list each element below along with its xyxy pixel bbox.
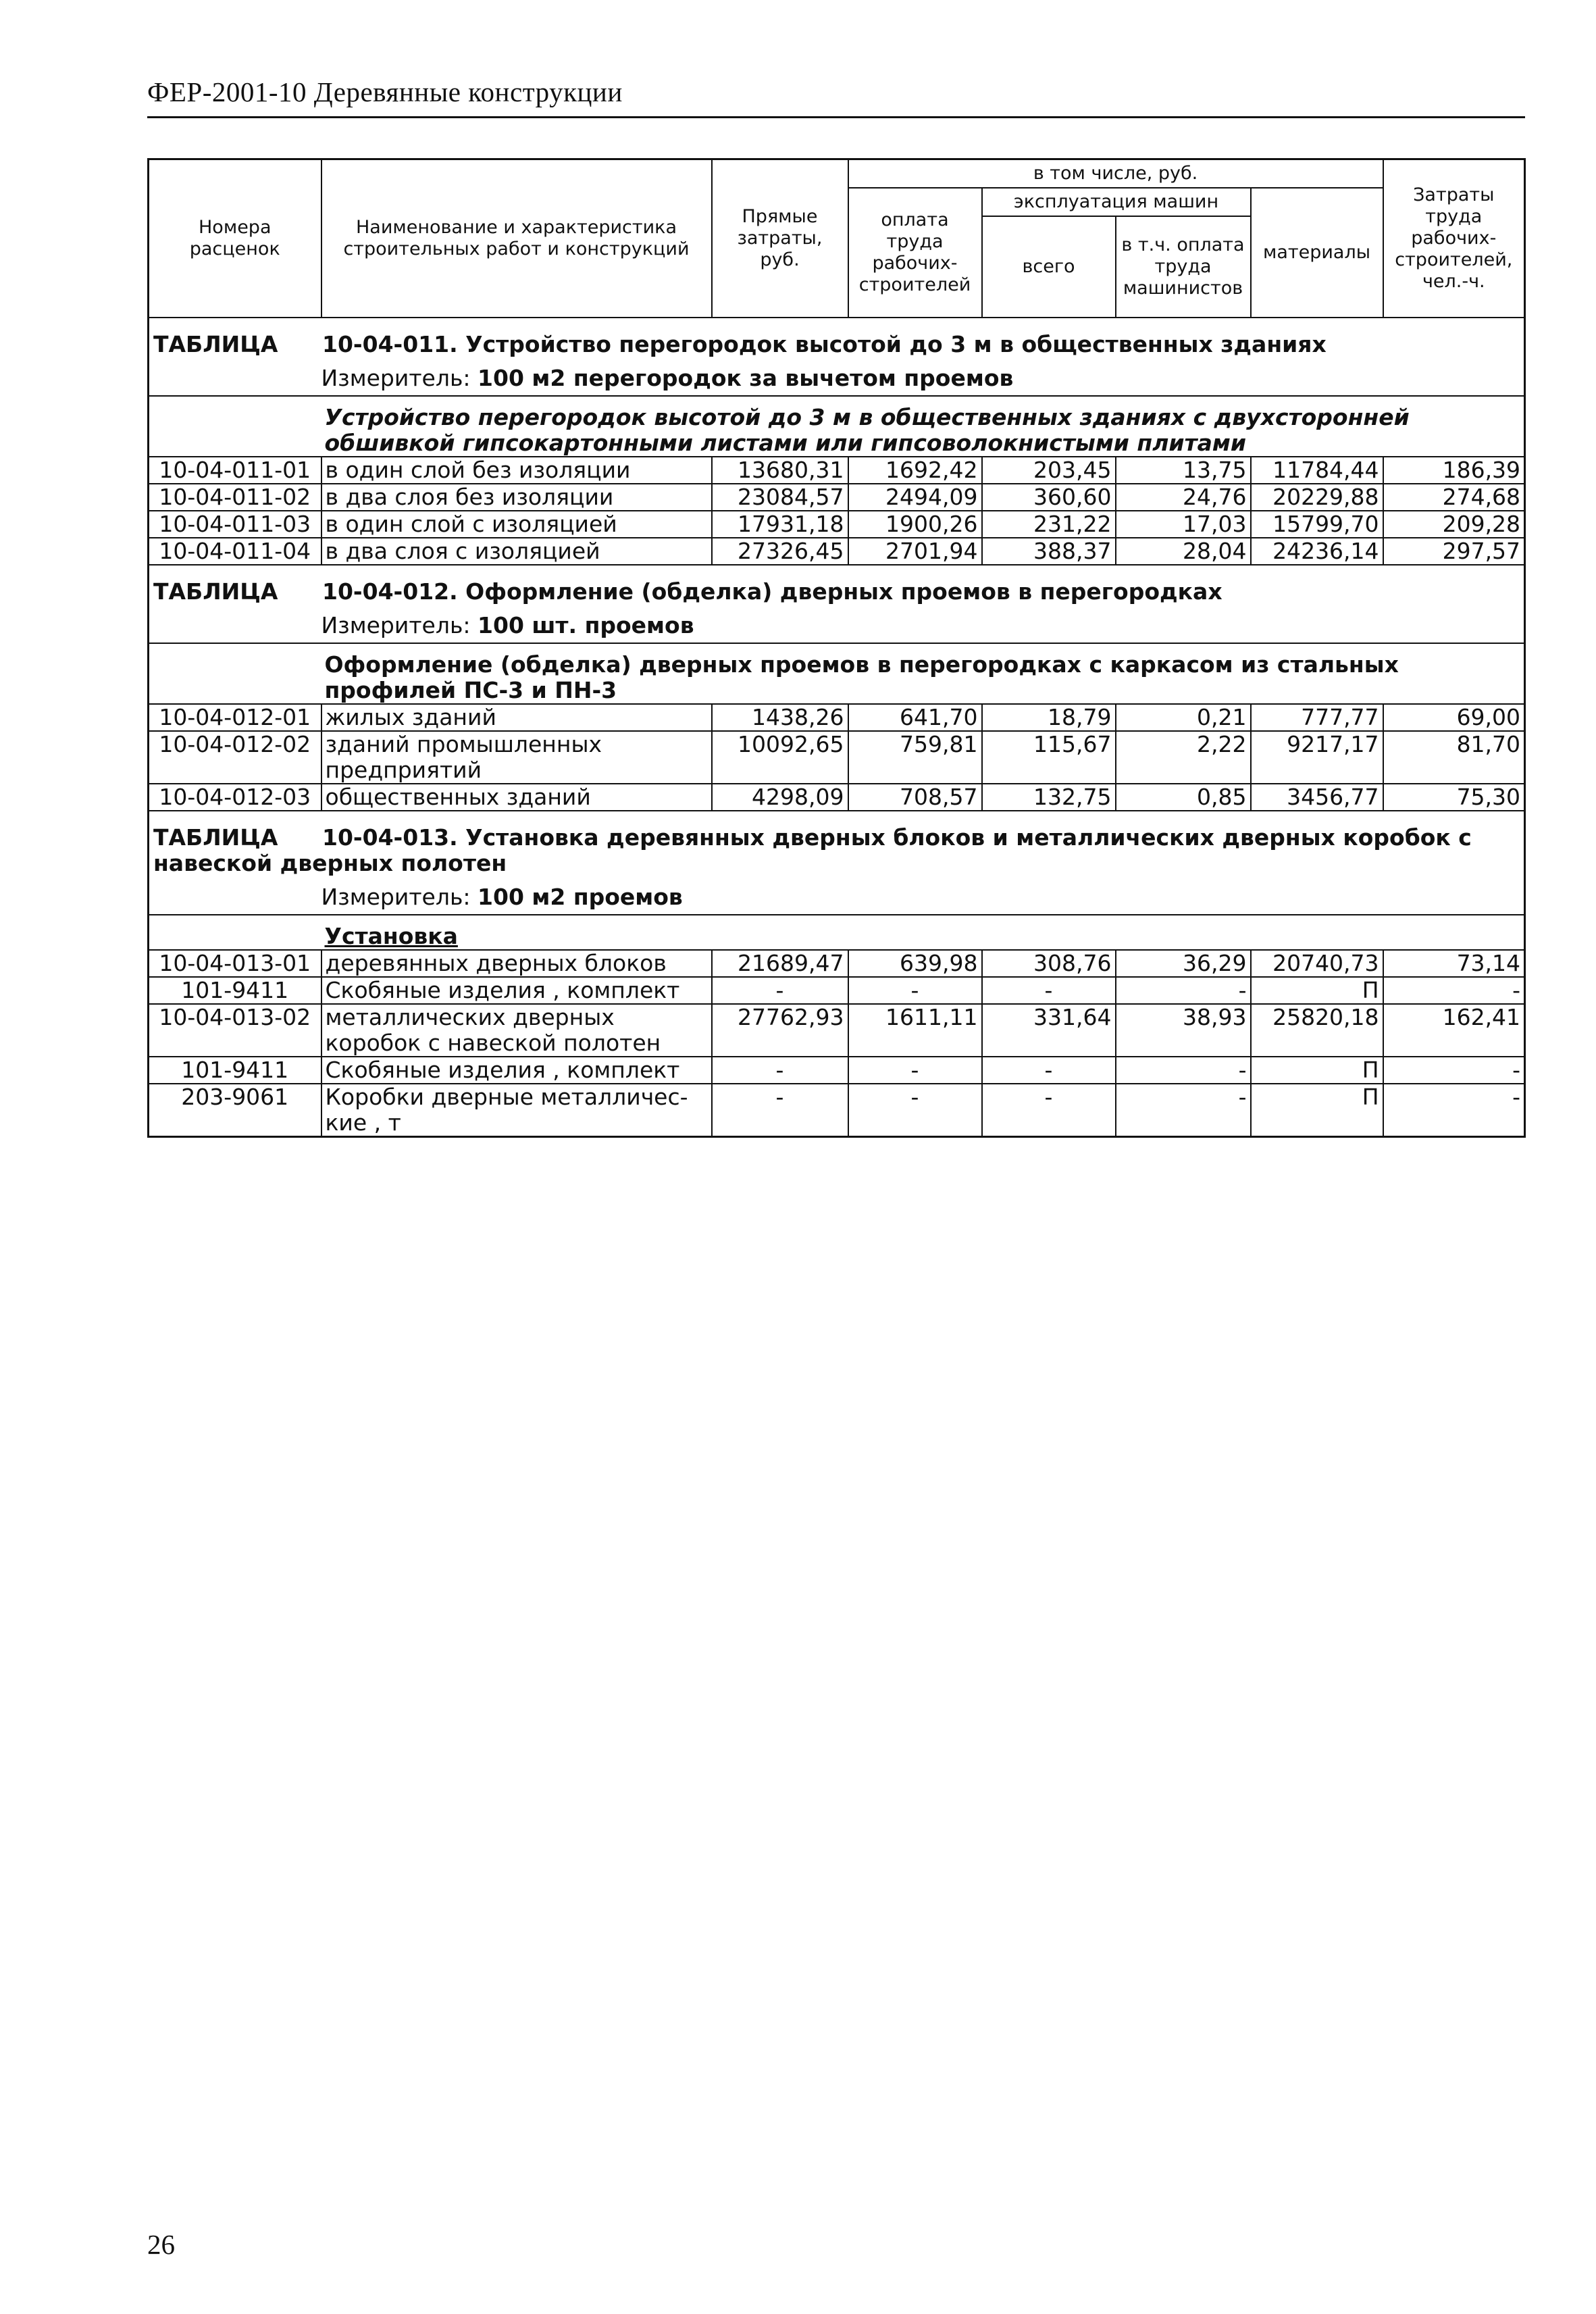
unit-value: 100 м2 перегородок за вычетом проемов [478, 364, 1014, 391]
materials-cost: П [1251, 1057, 1383, 1084]
section-heading: Оформление (обделка) дверных проемов в перегородках с каркасом из стальных профилей ПС-3 и ПН-3 [321, 643, 1525, 704]
table-row [149, 457, 1525, 484]
labor-hours: 162,41 [1383, 1004, 1525, 1057]
unit-value: 100 м2 проемов [478, 883, 683, 910]
work-name: деревянных дверных блоков [321, 950, 712, 977]
direct-cost: - [712, 977, 848, 1004]
materials-cost: 11784,44 [1251, 457, 1383, 484]
table-row [149, 1084, 1525, 1137]
rate-code: 10-04-011-01 [149, 457, 321, 484]
direct-cost: 1438,26 [712, 704, 848, 731]
work-name: в два слоя с изоляцией [321, 538, 712, 565]
unit-label: Измеритель: [321, 883, 471, 910]
rate-code: 10-04-013-02 [149, 1004, 321, 1057]
col-incl: в том числе, руб. [848, 159, 1383, 188]
machinists-pay: 0,85 [1116, 784, 1251, 811]
machines-total: 388,37 [982, 538, 1116, 565]
col-machines: эксплуатация машин [982, 188, 1251, 216]
section-heading: Устройство перегородок высотой до 3 м в общественных зданиях с двухсторонней обшивкой гипсокартонными листами или гипсоволокнистыми плитами [321, 396, 1525, 457]
labor-pay: - [848, 1057, 982, 1084]
table-row [149, 1004, 1525, 1057]
machinists-pay: 28,04 [1116, 538, 1251, 565]
unit-label: Измеритель: [321, 364, 471, 391]
direct-cost: 23084,57 [712, 484, 848, 511]
table-row [149, 511, 1525, 538]
resource-code: 101-9411 [149, 1057, 321, 1084]
col-labor-pay: оплата труда рабочих-строителей [848, 188, 982, 318]
machines-total: - [982, 1057, 1116, 1084]
resource-name: Коробки дверные металличес-кие , т [321, 1084, 712, 1137]
rate-code: 10-04-011-03 [149, 511, 321, 538]
machines-total: 231,22 [982, 511, 1116, 538]
col-labor-unit: чел.-ч. [1422, 270, 1485, 292]
labor-hours: 75,30 [1383, 784, 1525, 811]
machinists-pay: 24,76 [1116, 484, 1251, 511]
machinists-pay: 36,29 [1116, 950, 1251, 977]
work-name: в один слой с изоляцией [321, 511, 712, 538]
resource-code: 101-9411 [149, 977, 321, 1004]
table-row [149, 1057, 1525, 1084]
col-materials: материалы [1251, 188, 1383, 318]
rate-code: 10-04-012-02 [149, 731, 321, 784]
work-name: жилых зданий [321, 704, 712, 731]
materials-cost: 3456,77 [1251, 784, 1383, 811]
direct-cost: 27326,45 [712, 538, 848, 565]
table-row [149, 950, 1525, 977]
col-name: Наименование и характеристика строительных работ и конструкций [321, 159, 712, 318]
column-header [149, 159, 1525, 318]
table-label: ТАБЛИЦА [153, 824, 278, 851]
labor-hours: 69,00 [1383, 704, 1525, 731]
machines-total: 203,45 [982, 457, 1116, 484]
machinists-pay: 13,75 [1116, 457, 1251, 484]
labor-pay: 759,81 [848, 731, 982, 784]
col-labor-cost [1383, 159, 1525, 318]
running-head: ФЕР-2001-10 Деревянные конструкции [147, 76, 623, 107]
col-codes: Номера расценок [149, 159, 321, 318]
machines-total: 308,76 [982, 950, 1116, 977]
labor-pay: 2494,09 [848, 484, 982, 511]
table-row [149, 977, 1525, 1004]
table-title [149, 565, 1525, 609]
labor-hours: 186,39 [1383, 457, 1525, 484]
labor-pay: 708,57 [848, 784, 982, 811]
work-name: общественных зданий [321, 784, 712, 811]
table-row [149, 484, 1525, 511]
labor-pay: 1900,26 [848, 511, 982, 538]
rates-table [147, 158, 1526, 1138]
labor-hours: - [1383, 1084, 1525, 1137]
labor-hours: 274,68 [1383, 484, 1525, 511]
materials-cost: 777,77 [1251, 704, 1383, 731]
materials-cost: 20740,73 [1251, 950, 1383, 977]
work-name: зданий промышленных предприятий [321, 731, 712, 784]
labor-pay: 639,98 [848, 950, 982, 977]
direct-cost: 21689,47 [712, 950, 848, 977]
table-label: ТАБЛИЦА [153, 578, 278, 605]
materials-cost: 20229,88 [1251, 484, 1383, 511]
rate-code: 10-04-013-01 [149, 950, 321, 977]
labor-hours: - [1383, 1057, 1525, 1084]
materials-cost: 15799,70 [1251, 511, 1383, 538]
machines-total: 132,75 [982, 784, 1116, 811]
materials-cost: 24236,14 [1251, 538, 1383, 565]
rate-code: 10-04-011-02 [149, 484, 321, 511]
labor-pay: - [848, 1084, 982, 1137]
page-number: 26 [147, 2229, 175, 2260]
machinists-pay: - [1116, 977, 1251, 1004]
machinists-pay: - [1116, 1057, 1251, 1084]
labor-pay: 2701,94 [848, 538, 982, 565]
table-row [149, 704, 1525, 731]
work-name: в два слоя без изоляции [321, 484, 712, 511]
labor-pay: - [848, 977, 982, 1004]
machines-total: 18,79 [982, 704, 1116, 731]
table-label: ТАБЛИЦА [153, 330, 278, 357]
direct-cost: 17931,18 [712, 511, 848, 538]
col-labor-cost-text: Затраты труда рабочих-строителей, [1395, 184, 1513, 270]
materials-cost: 9217,17 [1251, 731, 1383, 784]
unit-line [321, 609, 1525, 643]
machinists-pay: 17,03 [1116, 511, 1251, 538]
machines-total: - [982, 977, 1116, 1004]
machinists-pay: 38,93 [1116, 1004, 1251, 1057]
labor-hours: 81,70 [1383, 731, 1525, 784]
table-title [149, 811, 1525, 880]
col-direct: Прямые затраты, руб. [712, 159, 848, 318]
machines-total: 360,60 [982, 484, 1116, 511]
direct-cost: 27762,93 [712, 1004, 848, 1057]
table-row [149, 731, 1525, 784]
table-10-04-013 [149, 811, 1525, 1137]
machinists-pay: 2,22 [1116, 731, 1251, 784]
materials-cost: 25820,18 [1251, 1004, 1383, 1057]
resource-name: Скобяные изделия , комплект [321, 977, 712, 1004]
materials-cost: П [1251, 1084, 1383, 1137]
table-row [149, 784, 1525, 811]
resource-name: Скобяные изделия , комплект [321, 1057, 712, 1084]
machinists-pay: - [1116, 1084, 1251, 1137]
table-heading: 10-04-013. Установка деревянных дверных блоков и металлических дверных коробок с навеской дверных полотен [153, 824, 1472, 876]
direct-cost: 13680,31 [712, 457, 848, 484]
table-heading: 10-04-012. Оформление (обделка) дверных проемов в перегородках [322, 578, 1222, 605]
table-10-04-012 [149, 565, 1525, 811]
machines-total: - [982, 1084, 1116, 1137]
labor-hours: 209,28 [1383, 511, 1525, 538]
labor-hours: 73,14 [1383, 950, 1525, 977]
materials-cost: П [1251, 977, 1383, 1004]
labor-pay: 1692,42 [848, 457, 982, 484]
work-name: в один слой без изоляции [321, 457, 712, 484]
labor-pay: 1611,11 [848, 1004, 982, 1057]
header-rule [147, 116, 1525, 118]
table-title [149, 318, 1525, 361]
labor-pay: 641,70 [848, 704, 982, 731]
table-heading: 10-04-011. Устройство перегородок высотой до 3 м в общественных зданиях [322, 330, 1327, 357]
table-row [149, 538, 1525, 565]
table-10-04-011 [149, 318, 1525, 565]
col-machinists-pay: в т.ч. оплата труда машинистов [1116, 216, 1251, 318]
machines-total: 115,67 [982, 731, 1116, 784]
direct-cost: 4298,09 [712, 784, 848, 811]
direct-cost: - [712, 1057, 848, 1084]
machines-total: 331,64 [982, 1004, 1116, 1057]
resource-code: 203-9061 [149, 1084, 321, 1137]
work-name: металлических дверных коробок с навеской полотен [321, 1004, 712, 1057]
labor-hours: - [1383, 977, 1525, 1004]
section-heading: Установка [321, 915, 1525, 950]
rate-code: 10-04-012-01 [149, 704, 321, 731]
rates-sheet [147, 158, 1524, 1138]
direct-cost: 10092,65 [712, 731, 848, 784]
unit-line [321, 880, 1525, 915]
col-machines-total: всего [982, 216, 1116, 318]
direct-cost: - [712, 1084, 848, 1137]
unit-value: 100 шт. проемов [478, 611, 694, 638]
machinists-pay: 0,21 [1116, 704, 1251, 731]
labor-hours: 297,57 [1383, 538, 1525, 565]
rate-code: 10-04-011-04 [149, 538, 321, 565]
rate-code: 10-04-012-03 [149, 784, 321, 811]
unit-line [321, 361, 1525, 396]
unit-label: Измеритель: [321, 611, 471, 638]
